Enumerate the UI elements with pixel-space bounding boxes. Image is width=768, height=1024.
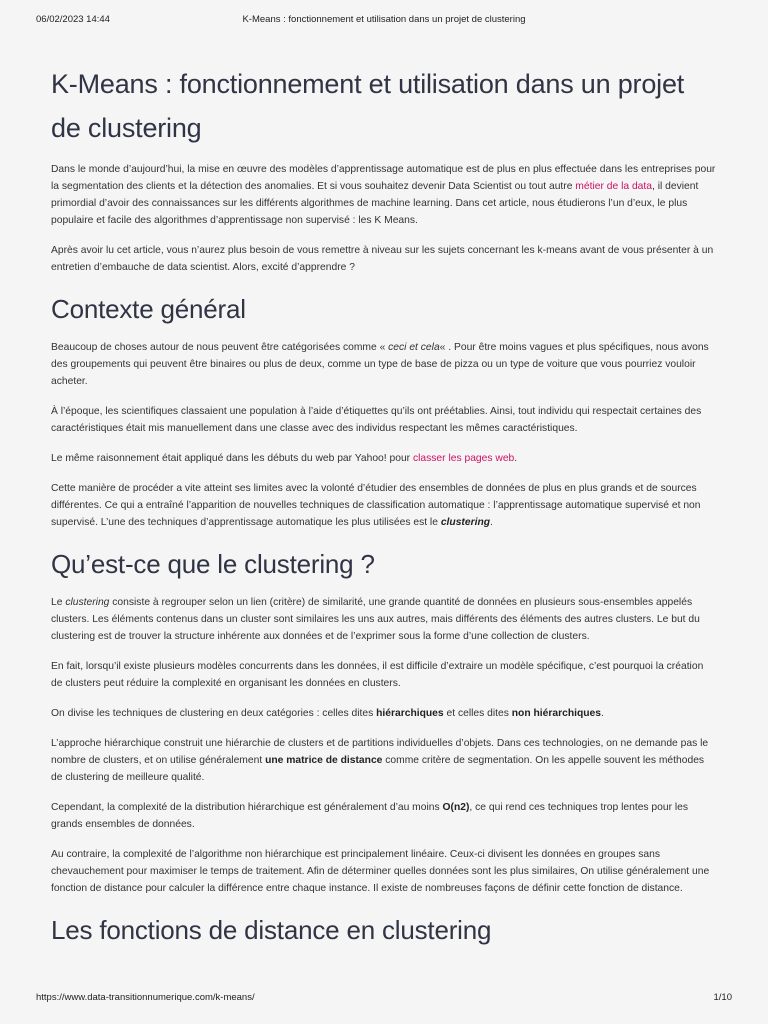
clustering-paragraph-1: Le clustering consiste à regrouper selon un lien (critère) de similarité, une grande quantité de données en plusieurs sous-ensembles appelés clusters. Les éléments contenus dans un cluster sont similaires les uns aux autres, mais différents des éléments des autres clusters. Le but du clustering est de trouver la structure inhérente aux données et de l’exprimer sous la forme d’une collection de clusters. [51, 597, 700, 642]
context-paragraph-2: À l’époque, les scientifiques classaient une population à l’aide d’étiquettes qu’ils ont préétablies. Ainsi, tout individu qui respectait certaines des caractéristiques était mis manuellement dans une classe avec des individus respectant les mêmes caractéristiques. [51, 406, 702, 434]
heading-clustering: Qu’est-ce que le clustering ? [51, 549, 375, 579]
context-paragraph-3: Le même raisonnement était appliqué dans les débuts du web par Yahoo! pour classer les pages web. [51, 453, 518, 464]
clustering-paragraph-4: L’approche hiérarchique construit une hiérarchie de clusters et de partitions individuelles d’objets. Dans ces technologies, on ne demande pas le nombre de clusters, et on utilise généralement une matrice de distance comme critère de segmentation. On les appelle souvent les méthodes de clustering de meilleure qualité. [51, 738, 709, 783]
heading-fonctions-distance: Les fonctions de distance en clustering [51, 915, 492, 945]
clustering-paragraph-5: Cependant, la complexité de la distribution hiérarchique est généralement d’au moins O(n2), ce qui rend ces techniques trop lentes pour les grands ensembles de données. [51, 802, 689, 830]
intro-paragraph-1: Dans le monde d’aujourd’hui, la mise en œuvre des modèles d’apprentissage automatique est de plus en plus effectuée dans les entreprises pour la segmentation des clients et la détection des anomalies. Et si vous souhaitez devenir Data Scientist ou tout autre métier de la data, il devient primordial d’avoir des connaissances sur les différents algorithmes de machine learning. Dans cet article, nous étudierons l’un d’eux, le plus populaire et facile des algorithmes d’apprentissage non supervisé : les K Means. [51, 164, 716, 226]
print-header [36, 14, 732, 28]
page-number: 1/10 [713, 992, 732, 1003]
print-doc-title: K-Means : fonctionnement et utilisation dans un projet de clustering [242, 14, 526, 25]
context-paragraph-1: Beaucoup de choses autour de nous peuvent être catégorisées comme « ceci et cela« . Pour être moins vagues et plus spécifiques, nous avons des groupements qui peuvent être binaires ou plus de deux, comme un type de base de pizza ou un type de voiture que vous pourriez vouloir acheter. [51, 342, 709, 387]
print-url: https://www.data-transitionnumerique.com/k-means/ [36, 992, 255, 1003]
intro-paragraph-2: Après avoir lu cet article, vous n’aurez plus besoin de vous remettre à niveau sur les sujets concernant les k-means avant de vous présenter à un entretien d’embauche de data scientist. Alors, excité d’apprendre ? [51, 245, 714, 273]
clustering-paragraph-6: Au contraire, la complexité de l’algorithme non hiérarchique est principalement linéaire. Ceux-ci divisent les données en groupes sans chevauchement pour maximiser le temps de traitement. Afin de déterminer quelles données sont les plus similaires, On utilise généralement une fonction de distance pour calculer la différence entre chaque instance. Il existe de nombreuses façons de définir cette fonction de distance. [51, 849, 710, 894]
article-content [51, 62, 717, 960]
article-title: K-Means : fonctionnement et utilisation dans un projet de clustering [51, 69, 685, 143]
link-metier-data[interactable]: métier de la data [575, 181, 652, 192]
print-datetime: 06/02/2023 14:44 [36, 14, 110, 25]
heading-contexte-general: Contexte général [51, 294, 246, 324]
link-classer-pages-web[interactable]: classer les pages web [412, 453, 515, 464]
clustering-paragraph-2: En fait, lorsqu’il existe plusieurs modèles concurrents dans les données, il est difficile d’extraire un modèle spécifique, c’est pourquoi la création de clusters peut réduire la complexité en organisant les données en clusters. [51, 661, 704, 689]
print-footer [36, 992, 732, 1006]
context-paragraph-4: Cette manière de procéder a vite atteint ses limites avec la volonté d’étudier des ensembles de données de plus en plus grands et de sources différentes. Ce qui a entraîné l’apparition de nouvelles techniques de classification automatique : l’apprentissage automatique supervisé et non supervisé. L’une des techniques d’apprentissage automatique les plus utilisées est le clustering. [51, 483, 701, 528]
clustering-paragraph-3: On divise les techniques de clustering en deux catégories : celles dites hiérarchiques et celles dites non hiérarchiques. [51, 708, 604, 719]
